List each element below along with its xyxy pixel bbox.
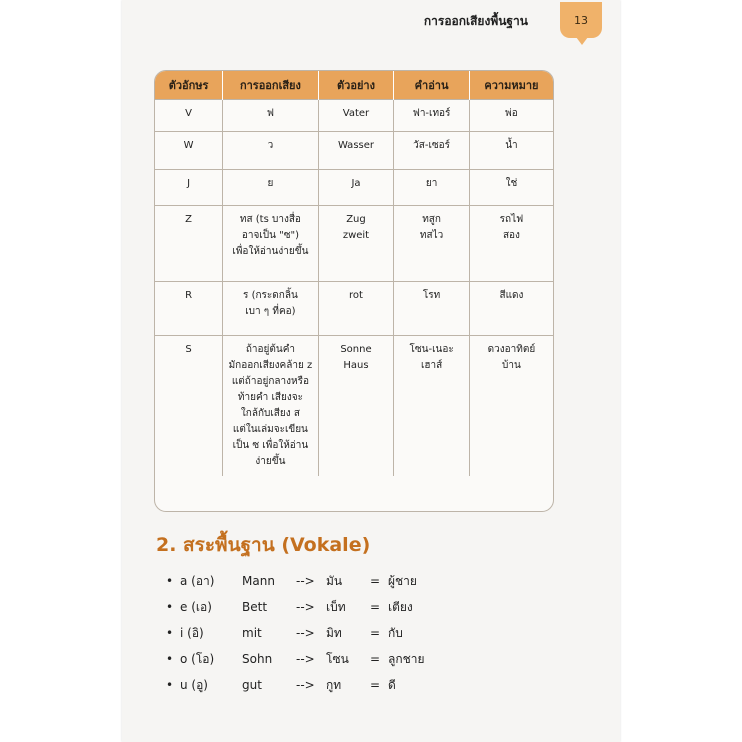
bullet-icon: • — [166, 600, 174, 614]
list-item — [166, 672, 425, 698]
arrow-text: --> — [296, 574, 315, 588]
table-cell: โรท — [394, 282, 470, 336]
pronunciation-table — [154, 70, 554, 512]
table-row — [155, 336, 553, 477]
section-title: 2. สระพื้นฐาน (Vokale) — [156, 534, 371, 556]
table-cell: Z — [155, 206, 223, 282]
table-cell: ถ้าอยู่ต้นคำ มักออกเสียงคล้าย z แต่ถ้าอยู่กลางหรือ ท้ายคำ เสียงจะ ใกล้กับเสียง ส แต่ในเล่มจะเขียน เป็น ซ เพื่อให้อ่าน ง่ายขึ้น — [223, 336, 319, 477]
column-header: คำอ่าน — [394, 71, 470, 100]
table-cell: rot — [318, 282, 394, 336]
equals-sign: = — [370, 600, 381, 614]
vowel-meaning: ผู้ชาย — [388, 573, 417, 588]
table-cell: น้ำ — [469, 132, 553, 170]
bullet-icon: • — [166, 574, 174, 588]
table-cell: Zug zweit — [318, 206, 394, 282]
vowel-list — [166, 568, 425, 698]
table-cell: ร (กระดกลิ้น เบา ๆ ที่คอ) — [223, 282, 319, 336]
table-cell: ฟา-เทอร์ — [394, 100, 470, 132]
vowel-example-word: Mann — [242, 574, 275, 588]
vowel-example-word: Bett — [242, 600, 268, 614]
table-row — [155, 206, 553, 282]
table-cell: W — [155, 132, 223, 170]
vowel-meaning: เตียง — [388, 599, 413, 614]
table-cell: Wasser — [318, 132, 394, 170]
vowel-letter: i (อิ) — [180, 625, 204, 640]
page-number-badge: 13 — [560, 2, 602, 38]
table-cell: Ja — [318, 170, 394, 206]
vowel-reading: กูท — [326, 677, 342, 692]
table-cell: Sonne Haus — [318, 336, 394, 477]
table-row — [155, 170, 553, 206]
list-item — [166, 568, 425, 594]
table-cell: V — [155, 100, 223, 132]
vowel-reading: โซน — [326, 651, 349, 666]
table-cell: รถไฟ สอง — [469, 206, 553, 282]
equals-sign: = — [370, 574, 381, 588]
vowel-letter: o (โอ) — [180, 651, 215, 666]
vowel-reading: มัน — [326, 573, 343, 588]
table-cell: ยา — [394, 170, 470, 206]
bullet-icon: • — [166, 626, 174, 640]
vowel-letter: e (เอ) — [180, 599, 212, 614]
table-cell: ใช่ — [469, 170, 553, 206]
arrow-text: --> — [296, 626, 315, 640]
table-cell: R — [155, 282, 223, 336]
book-page — [122, 0, 620, 742]
vowel-meaning: ลูกชาย — [388, 651, 425, 666]
list-item — [166, 620, 425, 646]
vowel-example-word: mit — [242, 626, 262, 640]
vowel-reading: เบ็ท — [326, 599, 346, 614]
table-cell: สีแดง — [469, 282, 553, 336]
vowel-reading: มิท — [326, 625, 342, 640]
bullet-icon: • — [166, 652, 174, 666]
table-header-row — [155, 71, 553, 100]
equals-sign: = — [370, 652, 381, 666]
arrow-text: --> — [296, 652, 315, 666]
vowel-meaning: ดี — [388, 677, 396, 692]
table-cell: โซน-เนอะ เฮาส์ — [394, 336, 470, 477]
table-cell: J — [155, 170, 223, 206]
table-cell: ทส (ts บางสื่อ อาจเป็น "ซ") เพื่อให้อ่านง่ายขึ้น — [223, 206, 319, 282]
table-row — [155, 132, 553, 170]
vowel-example-word: gut — [242, 678, 262, 692]
column-header: ความหมาย — [469, 71, 553, 100]
column-header: การออกเสียง — [223, 71, 319, 100]
vowel-meaning: กับ — [388, 625, 403, 640]
page-header-title: การออกเสียงพื้นฐาน — [423, 14, 528, 28]
table-cell: พ่อ — [469, 100, 553, 132]
table-row — [155, 282, 553, 336]
table-cell: วัส-เซอร์ — [394, 132, 470, 170]
equals-sign: = — [370, 626, 381, 640]
table-cell: Vater — [318, 100, 394, 132]
table-cell: S — [155, 336, 223, 477]
arrow-text: --> — [296, 600, 315, 614]
column-header: ตัวอย่าง — [318, 71, 394, 100]
list-item — [166, 594, 425, 620]
table-cell: ดวงอาทิตย์ บ้าน — [469, 336, 553, 477]
table-cell: ย — [223, 170, 319, 206]
list-item — [166, 646, 425, 672]
vowel-example-word: Sohn — [242, 652, 273, 666]
bullet-icon: • — [166, 678, 174, 692]
table-cell: ทสูก ทสไว — [394, 206, 470, 282]
equals-sign: = — [370, 678, 381, 692]
vowel-letter: u (อู) — [180, 677, 208, 692]
vowel-letter: a (อา) — [180, 573, 215, 588]
column-header: ตัวอักษร — [155, 71, 223, 100]
arrow-text: --> — [296, 678, 315, 692]
table-cell: ฟ — [223, 100, 319, 132]
table-cell: ว — [223, 132, 319, 170]
table-row — [155, 100, 553, 132]
